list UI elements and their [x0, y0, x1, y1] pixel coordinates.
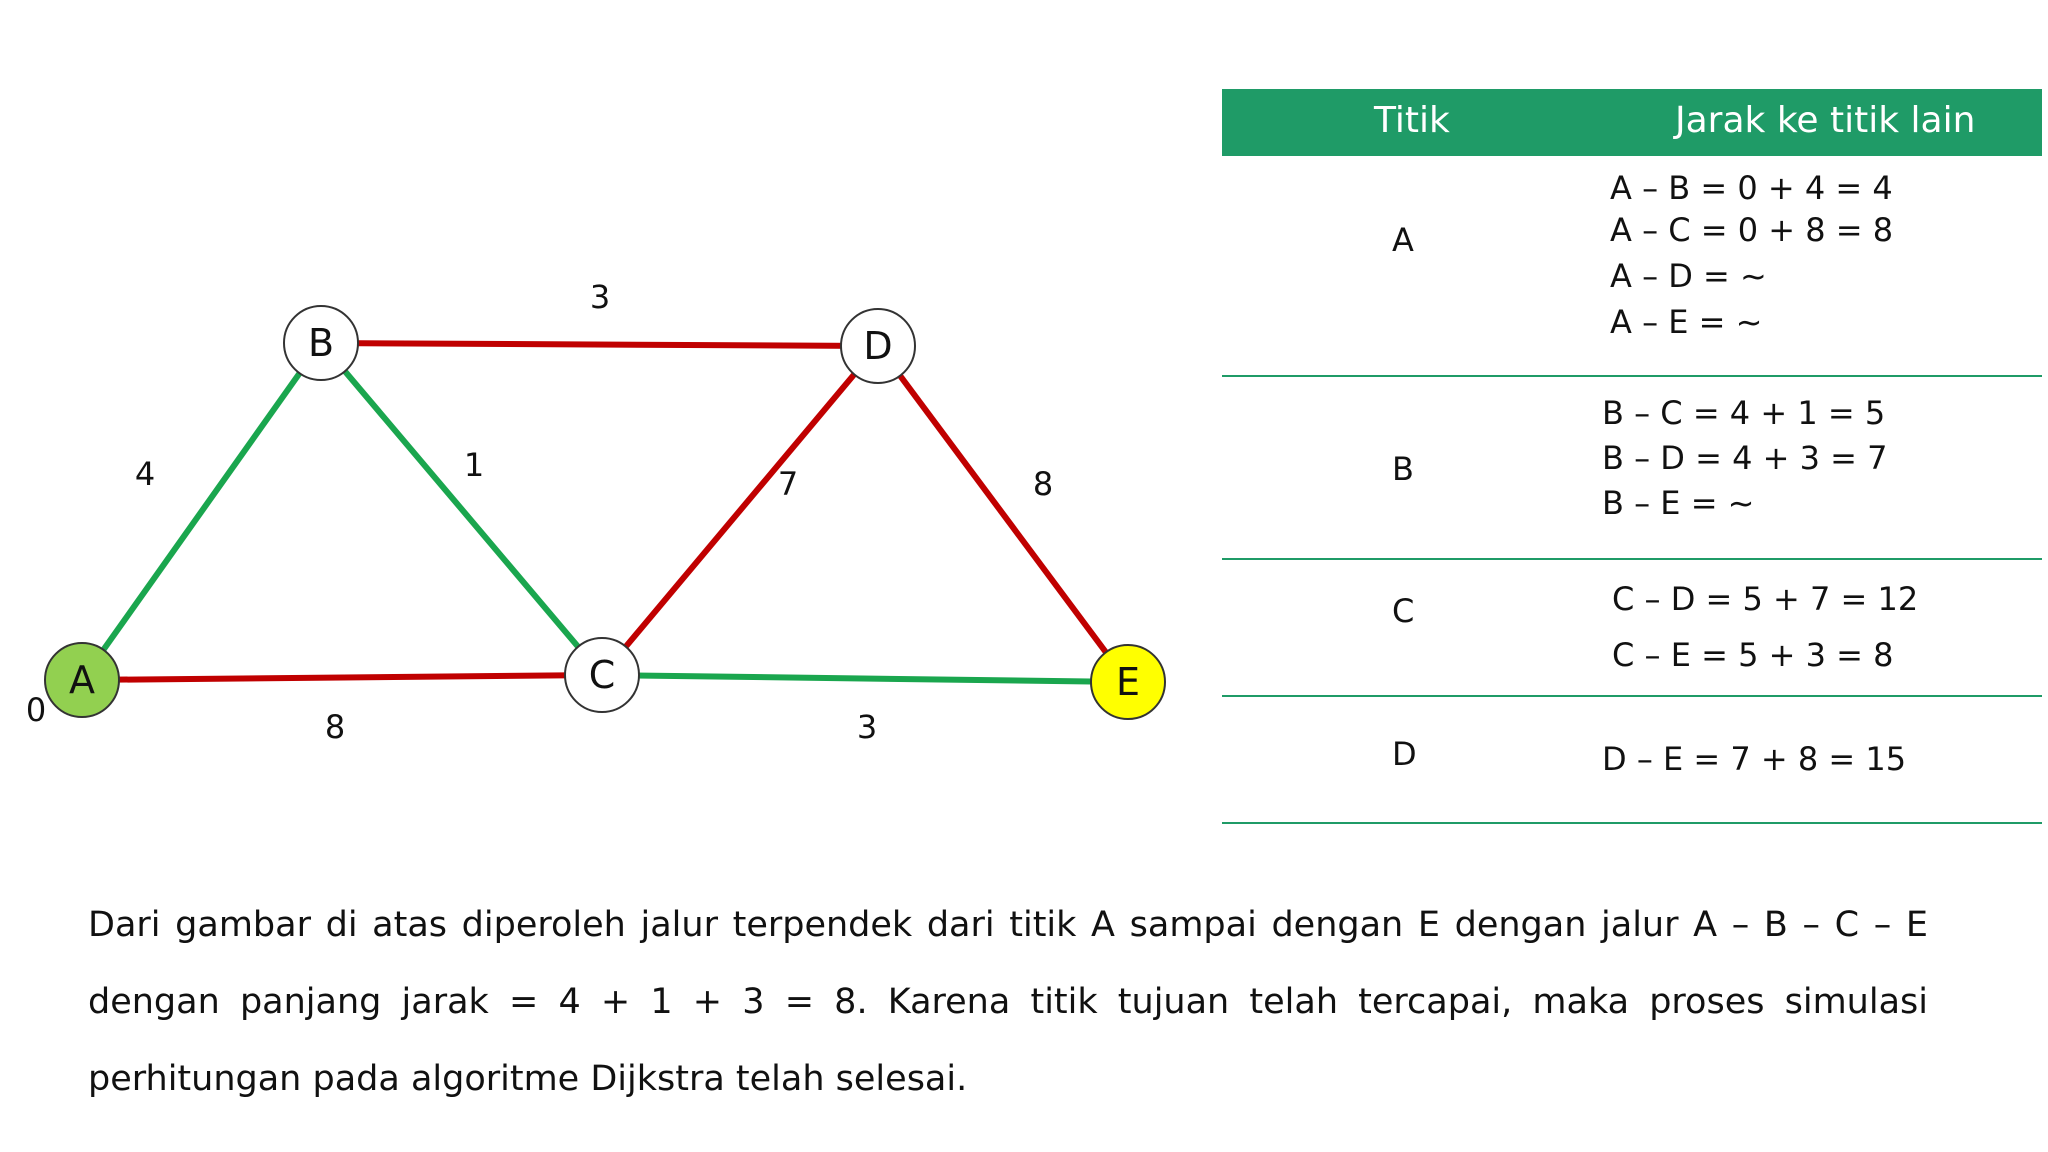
distance-table	[1222, 89, 2042, 824]
node-label: D	[863, 324, 893, 368]
edge-weight-c-e: 3	[856, 708, 878, 746]
edge-weight-d-e: 8	[1032, 465, 1054, 503]
node-c	[565, 638, 639, 712]
start-distance-label: 0	[25, 691, 47, 729]
calc-line: B – E = ~	[1602, 484, 1755, 522]
edge-b-d	[321, 343, 878, 346]
conclusion-paragraph: Dari gambar di atas diperoleh jalur terpendek dari titik A sampai dengan E dengan jalur A – B – C – E dengan panjang jarak = 4 + 1 + 3 = 8. Karena titik tujuan telah tercapai, maka proses simulasi perhitungan pada algoritme Dijkstra telah selesai.	[88, 905, 1928, 1099]
header-titik: Titik	[1374, 100, 1450, 141]
calc-line: D – E = 7 + 8 = 15	[1602, 740, 1907, 778]
calc-line: A – B = 0 + 4 = 4	[1610, 169, 1893, 207]
edge-weight-c-d: 7	[777, 465, 799, 503]
table-header	[1222, 89, 2042, 156]
node-label: E	[1115, 660, 1141, 704]
header-jarak: Jarak ke titik lain	[1675, 100, 1976, 141]
calc-line: B – D = 4 + 3 = 7	[1602, 439, 1888, 477]
node-b	[284, 306, 358, 380]
edge-a-b	[82, 343, 321, 680]
edge-a-c	[82, 675, 602, 680]
table-row-b	[1222, 377, 2042, 560]
edge-b-c	[321, 343, 602, 675]
calc-line: B – C = 4 + 1 = 5	[1602, 394, 1886, 432]
edge-weight-b-c: 1	[463, 446, 485, 484]
node-a	[45, 643, 119, 717]
edge-d-e	[878, 346, 1128, 682]
row-titik: A	[1392, 221, 1414, 259]
row-titik: C	[1392, 592, 1415, 630]
edge-c-e	[602, 675, 1128, 682]
table-row-c	[1222, 560, 2042, 697]
table-row-a	[1222, 156, 2042, 377]
row-titik: B	[1392, 450, 1414, 488]
calc-line: A – E = ~	[1610, 303, 1763, 341]
edge-weight-a-b: 4	[134, 455, 156, 493]
node-e	[1091, 645, 1165, 719]
node-d	[841, 309, 915, 383]
calc-line: A – C = 0 + 8 = 8	[1610, 211, 1894, 249]
node-label: A	[69, 658, 95, 702]
calc-line: C – E = 5 + 3 = 8	[1612, 636, 1894, 674]
edge-weight-b-d: 3	[589, 278, 611, 316]
node-label: B	[307, 321, 335, 365]
calc-line: A – D = ~	[1610, 257, 1767, 295]
graph-diagram	[0, 0, 1200, 820]
node-label: C	[588, 653, 616, 697]
calc-line: C – D = 5 + 7 = 12	[1612, 580, 1919, 618]
edge-c-d	[602, 346, 878, 675]
row-titik: D	[1392, 735, 1417, 773]
edge-weight-a-c: 8	[324, 708, 346, 746]
table-row-d	[1222, 697, 2042, 824]
